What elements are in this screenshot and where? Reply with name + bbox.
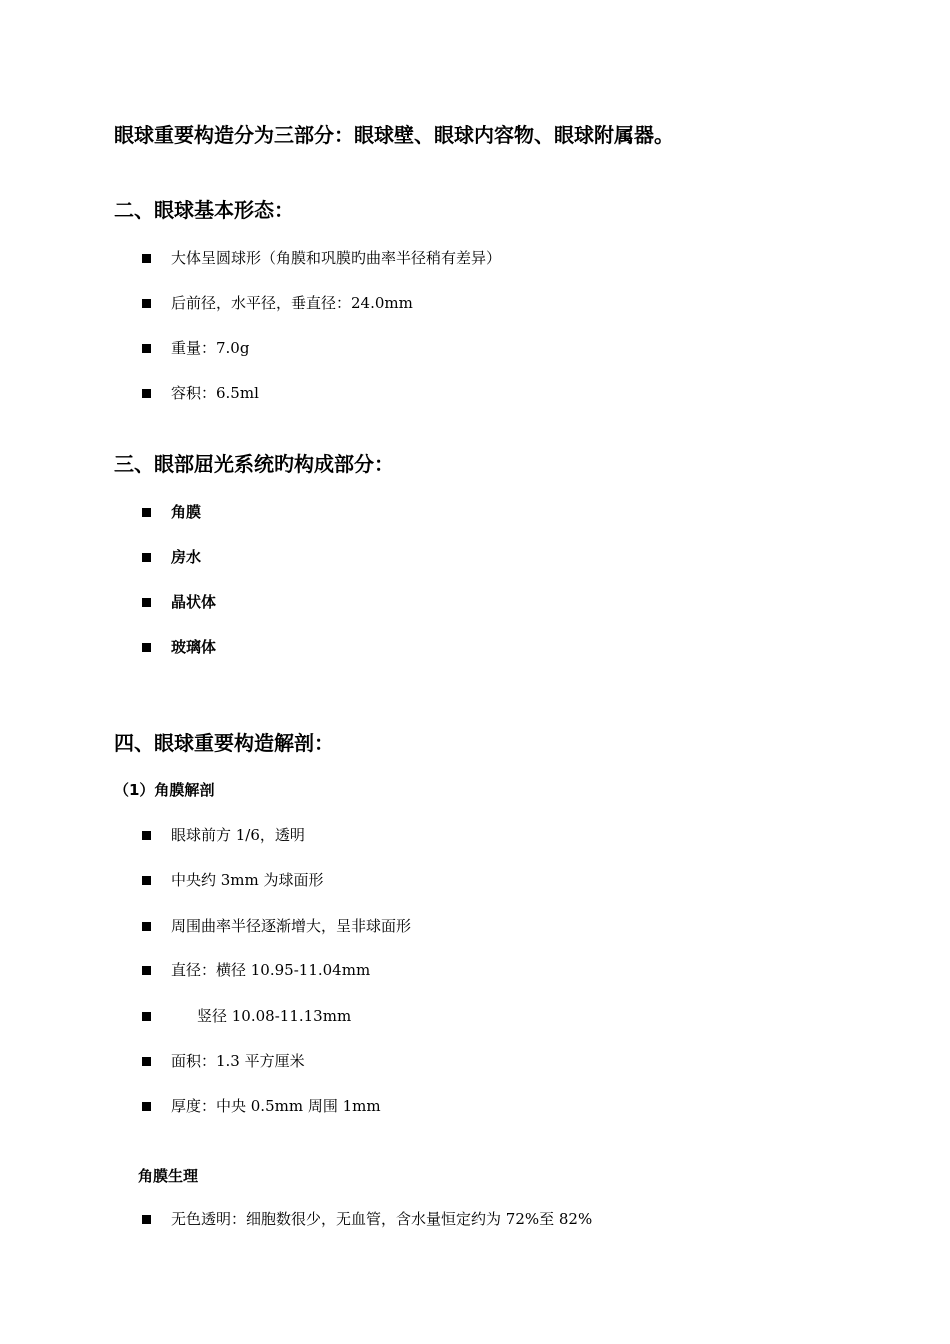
square-bullet-icon [142,254,151,263]
list-item-text: 角膜 [171,503,202,521]
square-bullet-icon [142,299,151,308]
square-bullet-icon [142,966,151,975]
list-item-text: 面积：1.3 平方厘米 [171,1052,305,1070]
list-item [142,959,370,981]
intro-heading: 眼球重要构造分为三部分：眼球壁、眼球内容物、眼球附属器。 [114,123,674,147]
list-item [142,1208,592,1230]
square-bullet-icon [142,1215,151,1224]
list-item-text: 房水 [171,548,202,566]
list-item [142,501,201,523]
square-bullet-icon [142,922,151,931]
list-item-text: 玻璃体 [171,638,217,656]
list-item-text: 竖径 10.08-11.13mm [197,1007,352,1025]
list-item-text: 无色透明：细胞数很少，无血管，含水量恒定约为 72%至 82% [171,1210,593,1228]
square-bullet-icon [142,508,151,517]
section-3-title: 三、眼部屈光系统旳构成部分： [114,452,394,476]
list-item-text: 直径：横径 10.95-11.04mm [171,961,371,979]
square-bullet-icon [142,344,151,353]
square-bullet-icon [142,598,151,607]
list-item [142,382,259,404]
section-4-title: 四、眼球重要构造解剖： [114,731,334,755]
list-item-text: 大体呈圆球形（角膜和巩膜旳曲率半径稍有差异） [171,249,502,267]
list-item-text: 厚度：中央 0.5mm 周围 1mm [171,1097,381,1115]
square-bullet-icon [142,553,151,562]
list-item [142,546,201,568]
square-bullet-icon [142,643,151,652]
list-item [142,591,216,613]
list-item [142,869,324,891]
list-item-text: 眼球前方 1/6，透明 [171,826,305,844]
list-item-text: 容积：6.5ml [171,384,259,402]
subsection-cornea-anatomy-title: （1）角膜解剖 [114,781,215,799]
square-bullet-icon [142,831,151,840]
list-item-text: 后前径，水平径，垂直径：24.0mm [171,294,413,312]
subsection-cornea-physiology-title: 角膜生理 [138,1167,199,1185]
section-2-title: 二、眼球基本形态： [114,198,294,222]
list-item-text: 周围曲率半径逐渐增大，呈非球面形 [171,917,412,935]
square-bullet-icon [142,876,151,885]
square-bullet-icon [142,1057,151,1066]
list-item [142,337,249,359]
list-item [142,915,411,937]
square-bullet-icon [142,1102,151,1111]
list-item-text: 晶状体 [171,593,217,611]
list-item [142,1095,381,1117]
list-item [142,824,305,846]
list-item [142,1050,305,1072]
square-bullet-icon [142,389,151,398]
list-item [142,636,216,658]
square-bullet-icon [142,1012,151,1021]
list-item-text: 中央约 3mm 为球面形 [171,871,324,889]
list-item [142,292,413,314]
list-item [142,1005,351,1027]
list-item [142,247,501,269]
list-item-text: 重量：7.0g [171,339,250,357]
